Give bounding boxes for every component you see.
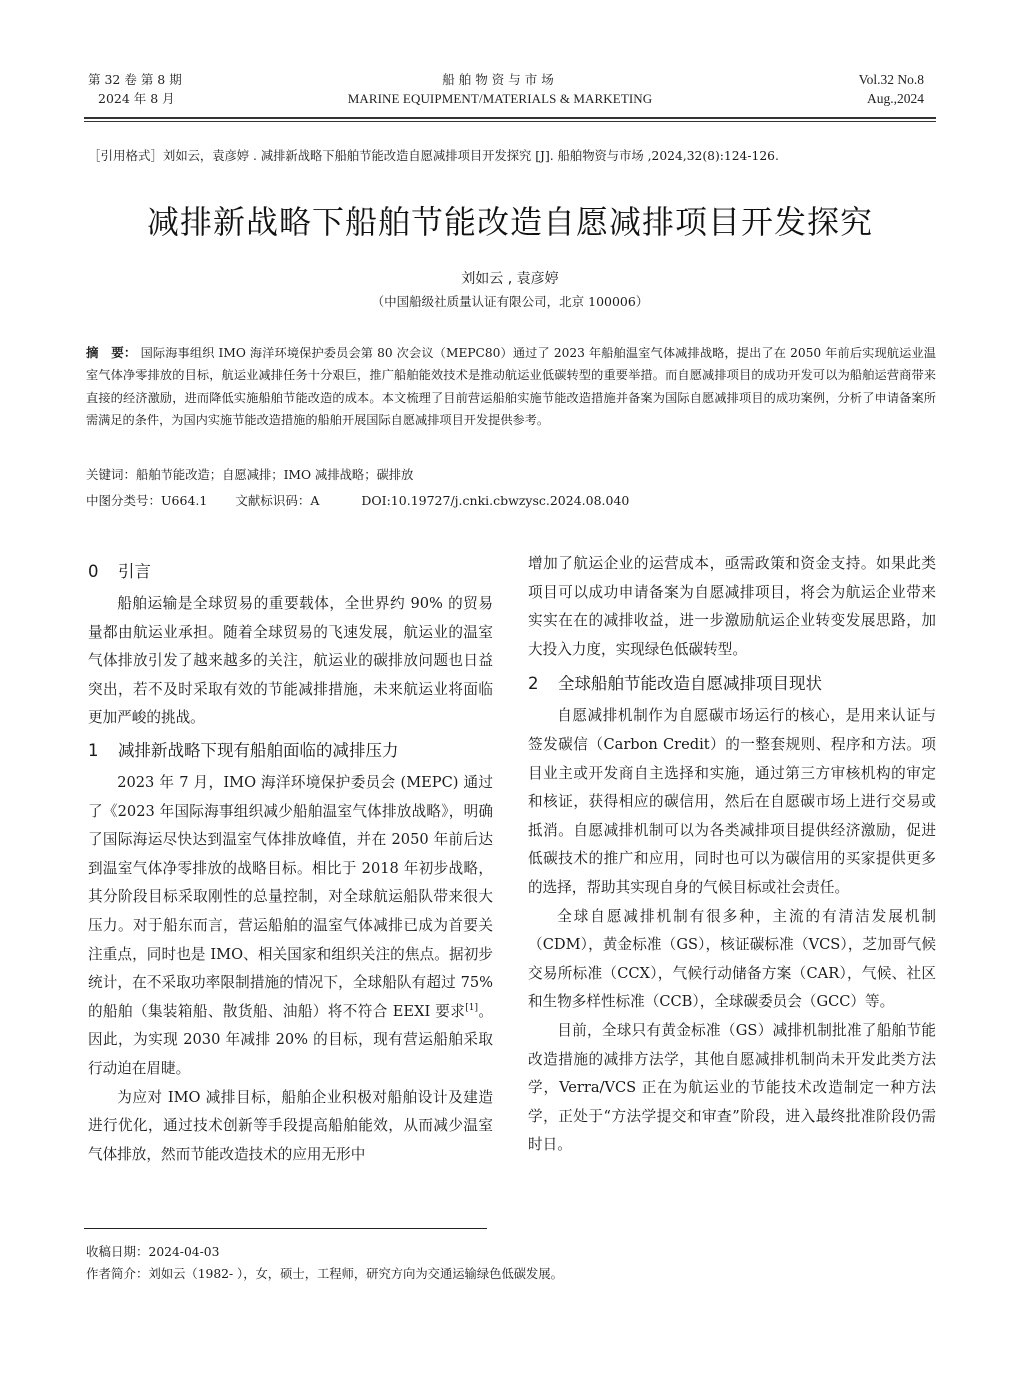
clc-value: U664.1 [161,493,208,508]
citation-text: 刘如云，袁彦婷 . 减排新战略下船舶节能改造自愿减排项目开发探究 [J]. 船舶物资与市场 ,2024,32(8):124-126. [163,149,779,163]
issue-info [88,70,182,108]
abstract-label: 摘 要： [86,345,137,360]
clc-label: 中图分类号： [86,493,162,508]
volume-issue: 第 32 卷 第 8 期 [88,72,182,87]
journal-name-en: MARINE EQUIPMENT/MATERIALS & MARKETING [347,91,653,106]
keywords [86,465,413,485]
section-title: 全球船舶节能改造自愿减排项目现状 [558,674,822,694]
keywords-text: 船舶节能改造；自愿减排；IMO 减排战略；碳排放 [136,468,414,482]
paper-title: 减排新战略下船舶节能改造自愿减排项目开发探究 [146,203,873,241]
author-bio [86,1264,563,1284]
paper-authors: 刘如云 , 袁彦婷 [461,271,559,287]
paragraph: 为应对 IMO 减排目标，船舶企业积极对船舶设计及建造进行优化，通过技术创新等手段提高船舶能效，从而减少温室气体排放，然而节能改造技术的应用无形中 [88,1088,493,1163]
section-title: 引言 [118,562,151,581]
paragraph: 船舶运输是全球贸易的重要载体，全世界约 90% 的贸易量都由航运业承担。随着全球贸易的飞速发展，航运业的温室气体排放引发了越来越多的关注，航运业的碳排放问题也日益突出，若不及时采取有效的节能减排措施，未来航运业将面临更加严峻的挑战。 [88,595,493,727]
doc-code-value: A [310,493,320,508]
doi: DOI:10.19727/j.cnki.cbwzysc.2024.08.040 [361,493,630,508]
header-rule-thick [84,117,936,119]
journal-name-cn: 船舶物资与市场 [442,72,558,87]
footnote-rule [84,1228,487,1229]
body-column-left [88,554,493,1169]
issue-info-en [859,70,924,108]
section-heading-2 [528,670,936,698]
doc-code-label: 文献标识码： [235,493,311,508]
abstract [86,342,936,431]
paragraph: 增加了航运企业的运营成本，亟需政策和资金支持。如果此类项目可以成功申请备案为自愿减排项目，将会为航运企业带来实实在在的减排收益，进一步激励航运企业转变发展思路，加大投入力度，实现绿色低碳转型。 [528,555,936,658]
section-heading-0 [88,558,493,586]
citation-label: ［引用格式］ [88,148,164,163]
citation-format [88,146,938,166]
abstract-text: 国际海事组织 IMO 海洋环境保护委员会第 80 次会议（MEPC80）通过了 2023 年船舶温室气体减排战略，提出了在 2050 年前后实现航运业温室气体净零排放的目标，航运业减排任务十分艰巨，推广船舶能效技术是推动航运业低碳转型的重要举措。而自愿减排项目的成功开发可以为船舶运营商带来直接的经济激励，进而降低实施船舶节能改造的成本。本文梳理了目前营运船舶实施节能改造措施并备案为国际自愿减排项目的成功案例，分析了申请备案所需满足的条件，为国内实施节能改造措施的船舶开展国际自愿减排项目开发提供参考。 [86,346,936,427]
volume-issue-en: Vol.32 No.8 [858,72,924,87]
section-heading-1 [88,737,493,765]
reference-marker: [1] [465,1002,478,1013]
paragraph-text: 。因此，为实现 2030 年减排 20% 的目标，现有营运船舶采取行动迫在眉睫。 [88,1002,493,1077]
section-number: 0 [88,562,99,581]
paragraph: 全球自愿减排机制有很多种，主流的有清洁发展机制（CDM），黄金标准（GS），核证碳标准（VCS），芝加哥气候交易所标准（CCX），气候行动储备方案（CAR），气候、社区和生物多样性标准（CCB），全球碳委员会（GCC）等。 [528,907,936,1011]
issue-date-en: Aug.,2024 [867,91,924,106]
author-bio-label: 作者简介： [86,1266,149,1281]
paragraph-text: 2023 年 7 月，IMO 海洋环境保护委员会 (MEPC) 通过了《2023 年国际海事组织减少船舶温室气体排放战略》，明确了国际海运尽快达到温室气体排放峰值，并在 2050 年前后达到温室气体净零排放的战略目标。相比于 2018 年初步战略，其分阶段目标采取刚性的总量控制，对全球航运船队带来很大压力。对于船东而言，营运船舶的温室气体减排已成为首要关注重点，同时也是 IMO、相关国家和组织关注的焦点。据初步统计，在不采取功率限制措施的情况下，全球船队有超过 75% 的船舶（集装箱船、散货船、油船）将不符合 EEXI 要求 [88,773,493,1020]
received-value: 2024-04-03 [148,1245,220,1259]
issue-date: 2024 年 8 月 [98,91,175,106]
paragraph: 自愿减排机制作为自愿碳市场运行的核心，是用来认证与签发碳信（Carbon Credit）的一整套规则、程序和方法。项目业主或开发商自主选择和实施，通过第三方审核机构的审定和核证，获得相应的碳信用，然后在自愿碳市场上进行交易或抵消。自愿减排机制可以为各类减排项目提供经济激励，促进低碳技术的推广和应用，同时也可以为碳信用的买家提供更多的选择，帮助其实现自身的气候目标或社会责任。 [528,707,936,896]
classification-line [86,491,629,511]
section-title: 减排新战略下现有船舶面临的减排压力 [118,740,399,760]
paragraph [88,769,493,1084]
section-number: 2 [528,674,539,694]
paragraph: 目前，全球只有黄金标准（GS）减排机制批准了船舶节能改造措施的减排方法学，其他自愿减排机制尚未开发此类方法学，Verra/VCS 正在为航运业的节能技术改造制定一种方法学，正处于“方法学提交和审查”阶段，进入最终批准阶段仍需时日。 [528,1021,936,1154]
header-rule-thin [84,121,936,122]
received-label: 收稿日期： [86,1244,149,1259]
journal-name [300,70,700,108]
received-date [86,1242,219,1262]
author-affiliation: （中国船级社质量认证有限公司，北京 100006） [371,294,649,309]
section-number: 1 [88,740,99,760]
body-column-right [528,550,936,1160]
keywords-label: 关键词： [86,467,137,482]
author-bio-value: 刘如云（1982- ），女，硕士，工程师，研究方向为交通运输绿色低碳发展。 [148,1267,563,1281]
